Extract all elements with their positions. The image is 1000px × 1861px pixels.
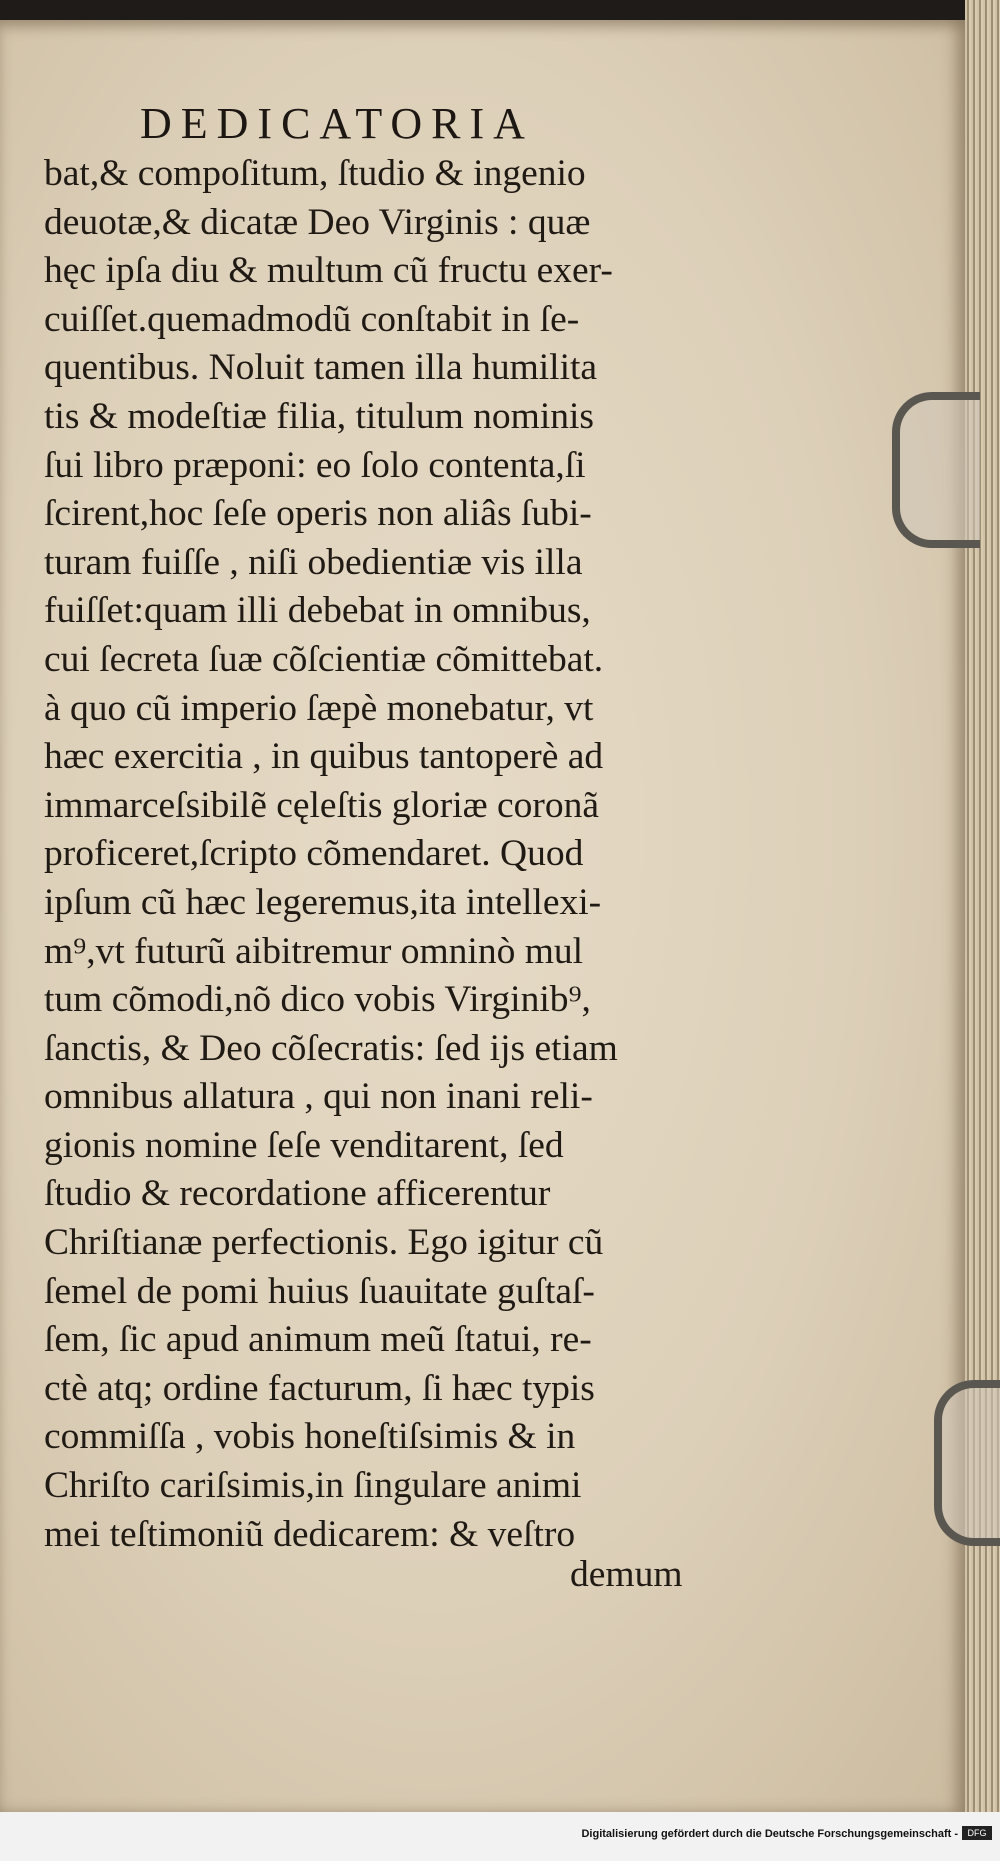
text-line: proficeret,ſcripto cõmendaret. Quod	[44, 833, 584, 875]
footer-credit: Digitalisierung gefördert durch die Deutsche Forschungsgemeinschaft -	[581, 1828, 958, 1840]
text-line: quentibus. Noluit tamen illa humilita	[44, 347, 598, 389]
dfg-logo: DFG	[962, 1826, 992, 1840]
body-text	[44, 150, 724, 1559]
text-line: ſtudio & recordatione afficerentur	[44, 1173, 551, 1215]
text-line: immarceſsibilẽ cęleſtis gloriæ coronã	[44, 784, 600, 826]
text-line: fuiſſet:quam illi debebat in omnibus,	[44, 590, 591, 632]
text-line: Chriſtianæ perfectionis. Ego igitur cũ	[44, 1222, 604, 1264]
text-line: m⁹,vt futurũ aibitremur omninò mul	[44, 930, 584, 972]
text-line: ſui libro præponi: eo ſolo contenta,ſi	[44, 444, 586, 486]
footer-bar	[0, 1812, 1000, 1861]
text-line: ſcirent,hoc ſeſe operis non aliâs ſubi-	[44, 493, 592, 535]
text-line: tum cõmodi,nõ dico vobis Virginib⁹,	[44, 979, 591, 1021]
text-line: cuiſſet.quemadmodũ conſtabit in ſe-	[44, 298, 580, 340]
clasp-top	[892, 392, 980, 548]
text-line: ipſum cũ hæc legeremus,ita intellexi-	[44, 881, 602, 923]
text-line: cui ſecreta ſuæ cõſcientiæ cõmittebat.	[44, 638, 604, 680]
text-line: ſanctis, & Deo cõſecratis: ſed ijs etiam	[44, 1027, 618, 1069]
text-line: gionis nomine ſeſe venditarent, ſed	[44, 1124, 564, 1166]
text-line: hęc ipſa diu & multum cũ fructu exer-	[44, 250, 613, 292]
text-line: turam fuiſſe , niſi obedientiæ vis illa	[44, 541, 583, 583]
catchword: demum	[570, 1554, 683, 1595]
text-line: ſem, ſic apud animum meũ ſtatui, re-	[44, 1319, 592, 1361]
text-line: tis & modeſtiæ filia, titulum nominis	[44, 395, 595, 437]
text-line: commiſſa , vobis honeſtiſsimis & in	[44, 1416, 576, 1458]
text-line: Chriſto cariſsimis,in ſingulare animi	[44, 1465, 582, 1507]
text-line: à quo cũ imperio ſæpè monebatur, vt	[44, 687, 594, 729]
running-header: DEDICATORIA	[140, 99, 534, 148]
text-line: hæc exercitia , in quibus tantoperè ad	[44, 736, 604, 778]
text-line: mei teſtimoniũ dedicarem: & veſtro	[44, 1513, 576, 1555]
text-line: ctè atq; ordine facturum, ſi hæc typis	[44, 1367, 595, 1409]
text-line: omnibus allatura , qui non inani reli-	[44, 1076, 593, 1118]
text-line: deuotæ,& dicatæ Deo Virginis : quæ	[44, 201, 591, 243]
text-line: bat,& compoſitum, ſtudio & ingenio	[44, 153, 586, 194]
clasp-bottom	[934, 1380, 1000, 1546]
text-line: ſemel de pomi huius ſuauitate guſtaſ-	[44, 1270, 595, 1312]
